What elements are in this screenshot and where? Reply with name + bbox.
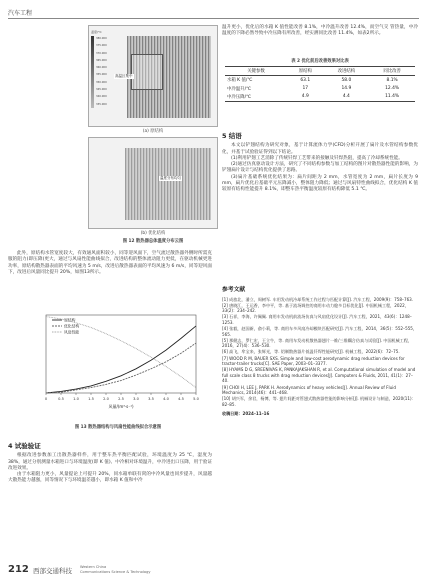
page-footer bbox=[0, 557, 427, 583]
table-cell: 中冷压降/℃ bbox=[225, 93, 287, 102]
table-header: 同比改善 bbox=[369, 67, 415, 76]
hot-zone-box bbox=[131, 54, 163, 90]
paragraph: 此外，原结构水管宽度较大，有效通风面积较小，同等迎风面下，空气流过散热器外侧时所需克服的阻力(即压降)更大，通过与风扇性能曲线拟合，改进结构的整体流动阻力更低，在驱动机械更进功率，原结构散热器表面的平均风速为 5 m/s，改进后散热器表面的平均风速为 6 m/s，同等迎风面下，改进后风量同比提升 20%，如图13所示。 bbox=[8, 251, 212, 275]
x-tick-label: 2.5 bbox=[118, 397, 124, 401]
section-4 bbox=[8, 443, 212, 485]
x-tick-label: 0 bbox=[44, 397, 48, 401]
reference-item: [6] 高飞，牟宝来，张辉光，等. 铝制散热器片低温钎焊性能研究[J]. 机械工程，2022(6)：72–75. bbox=[222, 349, 400, 355]
paragraph: (2)通过仿真驱动设计方法，研究了不同结构参数与加工结构的图片对散热器性能的影响，为铲翅扁片设计与结构优化提供了思路。 bbox=[222, 162, 418, 174]
table-cell: 11.4% bbox=[369, 93, 415, 102]
x-tick-label: 2.0 bbox=[103, 397, 109, 401]
table-cell: 63.1 bbox=[300, 77, 311, 83]
paragraph: 温升更小，优化后的水箱 K 值性能改善 8.1%，中冷温升改善 12.4%，而空气交 管热量，中冷温度的下降必然导致中冷压降有所改善，经实测同比改善 11.4%，如表2所示。 bbox=[222, 25, 418, 37]
table-cell: 水箱 K 值/℃ bbox=[227, 78, 253, 84]
colorbar-tick-label: 335.000 bbox=[96, 102, 107, 106]
x-axis-label: 风量/(m³·s⁻¹) bbox=[108, 404, 134, 409]
page-number: 212 bbox=[8, 564, 29, 575]
legend-label: 原结构 bbox=[64, 317, 76, 323]
comparison-table bbox=[225, 66, 415, 102]
table-cell: 17 bbox=[302, 86, 309, 92]
table-2 bbox=[225, 58, 415, 102]
colorbar bbox=[91, 36, 94, 108]
temperature-contour-original bbox=[88, 25, 218, 127]
reference-item: [3] 石祥，李海，许佩佩. 商用车发动机前流场仿真与风扇优化设计[J]. 汽车工程，2021，43(6)：1248–1253. bbox=[222, 314, 412, 325]
fan-fit-chart bbox=[28, 309, 208, 419]
reference-item: [7] WOOD R M, BAUER SXS. Simple and low-cost aerodynamic drag reduction devices for tractor-trailer trucks[C]. SAE Paper, 2003–01–3377. bbox=[222, 355, 405, 367]
x-tick-label: 4.5 bbox=[178, 397, 184, 401]
table-cell: 4.9 bbox=[287, 93, 323, 102]
colorbar-tick-label: 365.000 bbox=[96, 58, 107, 62]
section-4-title: 4 试验验证 bbox=[8, 442, 41, 450]
uniform-label: 温度分布均匀 bbox=[160, 176, 181, 180]
table-cell: 中冷温升/℃ bbox=[227, 86, 251, 92]
colorbar-tick-label: 355.000 bbox=[96, 73, 107, 77]
table-cell: 14.9 bbox=[341, 86, 352, 92]
colorbar-tick-label: 380.000 bbox=[96, 37, 107, 40]
radiator-core-optimized bbox=[125, 148, 211, 220]
paragraph: 由于水箱阻力更小，风量提论上可提升 20%，同水箱单联有窝的中冷风量也同步提升，风量越大散热能力越强，同等情况下与环境温差越小，即水箱 K 值和中冷 bbox=[8, 472, 212, 484]
reference-item: [9] CHOI H, LEE J, PARK H. Aerodynamics of heavy vehicles[J]. Annual Review of Fluid Mechanics, 2014(46)：441–468. bbox=[222, 384, 396, 396]
table-row bbox=[225, 76, 415, 85]
figure-12 bbox=[88, 25, 218, 244]
figure-12-caption: 图 12 散热器总体温度分布云图 bbox=[122, 239, 184, 244]
paragraph: (1)利用铲翅工艺消除了传统钎焊工艺带来的接触及钎焊热阻，提高了冷却系统性能。 bbox=[231, 155, 403, 161]
table-cell: 58.0 bbox=[341, 77, 352, 83]
caption-a: (a) 原结构 bbox=[142, 129, 164, 134]
reference-item: [1] 成旅北，潘立，周树军. 车用发动机冷却系统工作过程与匹配计算[J]. 汽车工程，2009(9)：758–763. bbox=[222, 296, 414, 302]
x-tick-label: 0.5 bbox=[58, 397, 64, 401]
received-date: 收稿日期：2024–11–16 bbox=[222, 411, 270, 417]
legend-label: 优化结构 bbox=[64, 323, 80, 329]
reference-item: [5] 那健志，罗仁宏，王立牛，等. 商用车发动机散热器翅片一维/三维耦合仿真与试验[J]. 中国机械工程，2016，27(4)：536–530. bbox=[222, 337, 413, 349]
x-tick-label: 3.0 bbox=[133, 397, 139, 401]
colorbar-tick-label: 340.000 bbox=[96, 95, 107, 99]
colorbar-tick-label: 350.000 bbox=[96, 80, 107, 84]
table-row bbox=[225, 84, 415, 92]
x-tick-label: 4.0 bbox=[163, 397, 169, 401]
x-tick-label: 1.0 bbox=[73, 397, 79, 401]
reference-item: [8] HYAMS D G, SREENIVAS K, PANKAJAKSHAN R, et al. Computational simulation of model and full scale class 8 trucks with drag reduction devices[J]. Computers & Fluids, 2011, 41(1)：27–40. bbox=[222, 367, 416, 384]
reference-item: [4] 张毅，赵国新，俞小莉，等. 商用车多风扇冷却模块匹配研究[J]. 汽车工程，2014，36(5)：552–555，565. bbox=[222, 326, 417, 337]
x-tick-label: 1.5 bbox=[88, 397, 94, 401]
table-header: 关键参数 bbox=[225, 67, 287, 76]
colorbar-ticks bbox=[96, 35, 107, 108]
journal-name-cn: 西部交通科技 bbox=[33, 567, 72, 575]
table-header-row bbox=[225, 67, 415, 76]
hot-zone-label: 高温区集中 bbox=[115, 74, 133, 78]
left-paragraph-1 bbox=[8, 251, 212, 276]
running-header: 汽车工程 bbox=[8, 10, 33, 17]
legend-label: 风扇性能 bbox=[64, 329, 80, 335]
figure-13 bbox=[28, 309, 208, 430]
references bbox=[222, 288, 418, 417]
x-tick-label: 5.0 bbox=[193, 397, 199, 401]
colorbar-tick-label: 375.000 bbox=[96, 44, 107, 48]
right-paragraph-top bbox=[222, 25, 418, 38]
colorbar-tick-label: 370.000 bbox=[96, 51, 107, 55]
figure-13-caption: 图 13 散热器结构与风扇性能曲线拟合示意图 bbox=[74, 425, 162, 430]
table-2-caption: 表 2 优化前后改善效果对比表 bbox=[291, 59, 349, 64]
x-tick-label: 3.5 bbox=[148, 397, 154, 401]
journal-name-en-2: Communications Science & Technology bbox=[80, 570, 151, 574]
table-header: 原结构 bbox=[287, 67, 323, 76]
paragraph: (3)扁片基础系统优化结果为：扁片间距为 2 mm，水管宽度为 2 mm，扁片长度为 9 mm，扁片优化后基础平元压降减小，整体阻力降低；通过与风扇特性曲线拟合，优化结构 K 值较原有结构性能提升 8.1%，即整车热平衡温度较原有结构降低 5.1 ℃。 bbox=[222, 174, 418, 193]
colorbar-tick-label: 360.000 bbox=[96, 66, 107, 70]
table-cell: 12.4% bbox=[385, 86, 400, 92]
journal-name-en-1: Western China bbox=[80, 565, 107, 569]
header-rule bbox=[8, 18, 419, 19]
colorbar-title: 温度/°C bbox=[91, 30, 102, 34]
table-cell: 8.1% bbox=[386, 77, 398, 83]
temperature-contour-optimized bbox=[88, 137, 218, 229]
section-5 bbox=[222, 133, 418, 194]
references-title: 参考文献 bbox=[222, 287, 246, 293]
colorbar-tick-label: 345.000 bbox=[96, 88, 107, 92]
reference-item: [2] 唐晓江，王运香，李中平，等. 基于流场调控的商用车动力舱多目标优化[J]. 中国机械工程，2022，33(2)：234–242. bbox=[222, 302, 409, 314]
paragraph: 本文以铲翅结构为研究对象，基于计算流体力学(CFD)分析开展了扁片及水管结构参数优化，并基于试验验证得到以下结论。 bbox=[222, 143, 418, 155]
reference-item: [10] 胡兴军，余君，杨博，等. 翅片间距对管翅式散热器性能的影响分析[J]. 机械设计与制造，2020(11)：82–85. bbox=[222, 396, 416, 407]
table-row bbox=[225, 93, 415, 102]
paragraph: 根据改进参数加工出散热器样件，用于整车热平衡匹配试验，环境温度为 25 ℃，湿度为 38%，通过分别测量水箱进口与环境温度(即 K 值)、中冷相对环境温升，中冷进出口压降，用于验证改进效果。 bbox=[8, 453, 212, 471]
table-cell: 4.4 bbox=[323, 93, 369, 102]
section-5-title: 5 结语 bbox=[222, 132, 242, 140]
table-header: 改进结构 bbox=[323, 67, 369, 76]
caption-b: (b) 优化结构 bbox=[140, 231, 166, 236]
